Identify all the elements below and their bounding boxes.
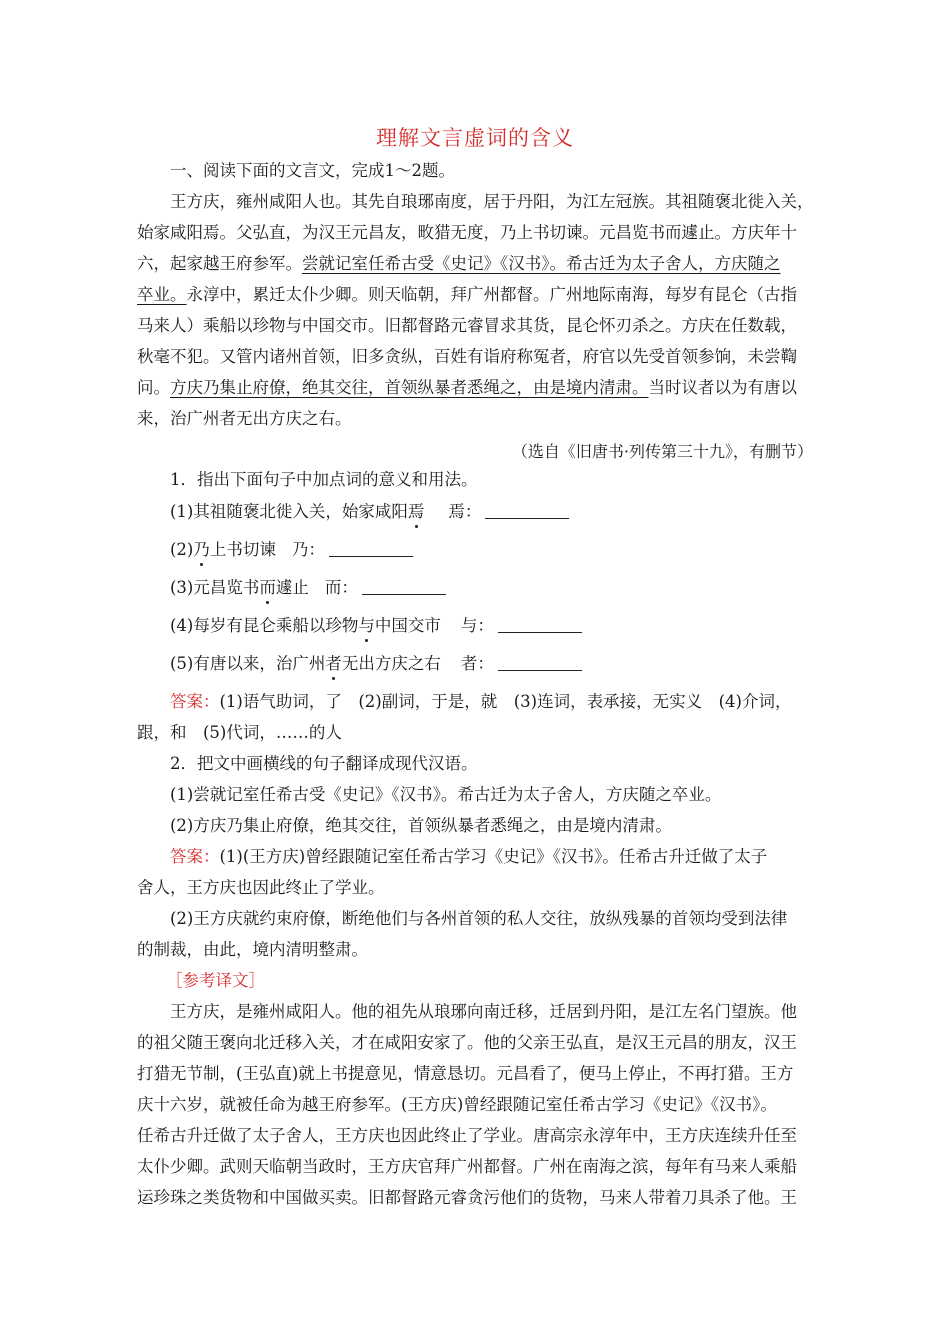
passage-text: 六，起家越王府参军。 xyxy=(137,254,302,273)
question-1-answer: 答案：(1)语气助词，了 (2)副词，于是，就 (3)连词，表承接，无实义 (4)介词， xyxy=(170,692,792,711)
translation-line: 运珍珠之类货物和中国做买卖。旧都督路元睿贪污他们的货物，马来人带着刀具杀了他。王 xyxy=(137,1188,797,1207)
question-2-answer-cont: 的制裁，由此，境内清明整肃。 xyxy=(137,940,368,959)
translation-line: 打猎无节制，(王弘直)就上书提意见，情意恳切。元昌看了，便马上停止，不再打猎。王方 xyxy=(137,1064,794,1083)
question-2-prompt: 2．把文中画横线的句子翻译成现代汉语。 xyxy=(170,754,478,773)
passage-line: 王方庆，雍州咸阳人也。其先自琅琊南度，居于丹阳，为江左冠族。其祖随褒北徙入关， xyxy=(170,192,814,211)
source-citation: （选自《旧唐书·列传第三十九》，有删节） xyxy=(511,442,813,461)
passage-line: 马来人）乘船以珍物与中国交市。旧都督路元睿冒求其货，昆仑怀刃杀之。方庆在任数载， xyxy=(137,316,797,335)
passage-line: 始家咸阳焉。父弘直，为汉王元昌友，畋猎无度，乃上书切谏。元昌览书而遽止。方庆年十 xyxy=(137,223,797,242)
translation-header: ［参考译文］ xyxy=(166,971,265,990)
passage-text: 问。 xyxy=(137,378,170,397)
answer-blank[interactable] xyxy=(498,654,582,671)
passage-line: 秋毫不犯。又管内诸州首领，旧多贪纵，百姓有诣府称冤者，府官以先受首领参饷，未尝鞫 xyxy=(137,347,797,366)
passage-line xyxy=(137,253,781,275)
blank-label: 乃： xyxy=(291,540,325,559)
question-1-item: (3)元昌览书而遽止 而： xyxy=(170,577,446,599)
answer-blank[interactable] xyxy=(362,578,446,595)
question-1-item: (5)有唐以来，治广州者无出方庆之右 者： xyxy=(170,653,582,675)
passage-text: 当时议者以为有唐以 xyxy=(648,378,797,397)
blank-label: 焉： xyxy=(448,502,482,521)
answer-label: 答案： xyxy=(170,692,220,711)
dotted-word: 者 xyxy=(325,654,342,673)
answer-blank[interactable] xyxy=(498,616,582,633)
section-intro: 一、阅读下面的文言文，完成1～2题。 xyxy=(170,161,455,180)
question-1-item: (2)乃上书切谏 乃： xyxy=(170,539,413,561)
question-2-sentence: (1)尝就记室任希古受《史记》《汉书》。希古迁为太子舍人，方庆随之卒业。 xyxy=(170,785,722,804)
underlined-sentence-1: 尝就记室任希古受《史记》《汉书》。希古迁为太子舍人，方庆随之 xyxy=(302,254,781,273)
answer-blank[interactable] xyxy=(329,540,413,557)
dotted-word: 而 xyxy=(259,578,276,597)
passage-text: 永淳中，累迁太仆少卿。则天临朝，拜广州都督。广州地际南海，每岁有昆仑（古指 xyxy=(186,285,797,304)
document-title: 理解文言虚词的含义 xyxy=(376,126,574,150)
question-2-answer-cont: 舍人，王方庆也因此终止了学业。 xyxy=(137,878,385,897)
translation-line: 庆十六岁，就被任命为越王府参军。(王方庆)曾经跟随记室任希古学习《史记》《汉书》。 xyxy=(137,1095,777,1114)
dotted-word: 与 xyxy=(358,616,375,635)
question-1-item: (4)每岁有昆仑乘船以珍物与中国交市 与： xyxy=(170,615,582,637)
translation-line: 太仆少卿。武则天临朝当政时，王方庆官拜广州都督。广州在南海之滨，每年有马来人乘船 xyxy=(137,1157,797,1176)
passage-line xyxy=(137,284,797,306)
blank-label: 与： xyxy=(460,616,494,635)
translation-line: 的祖父随王褒向北迁移入关，才在咸阳安家了。他的父亲王弘直，是汉王元昌的朋友，汉王 xyxy=(137,1033,797,1052)
question-1-answer-cont: 跟，和 (5)代词，……的人 xyxy=(137,723,342,742)
translation-line: 王方庆，是雍州咸阳人。他的祖先从琅琊向南迁移，迁居到丹阳，是江左名门望族。他 xyxy=(170,1002,797,1021)
answer-blank[interactable] xyxy=(485,502,569,519)
dotted-word: 焉 xyxy=(407,502,425,521)
question-2-sentence: (2)方庆乃集止府僚，绝其交往，首领纵暴者悉绳之，由是境内清肃。 xyxy=(170,816,672,835)
dotted-word: 乃 xyxy=(193,540,210,559)
translation-line: 任希古升迁做了太子舍人，王方庆也因此终止了学业。唐高宗永淳年中，王方庆连续升任至 xyxy=(137,1126,797,1145)
question-2-answer: 答案：(1)(王方庆)曾经跟随记室任希古学习《史记》《汉书》。任希古升迁做了太子 xyxy=(170,847,768,866)
blank-label: 而： xyxy=(324,578,358,597)
underlined-sentence-2: 方庆乃集止府僚，绝其交往，首领纵暴者悉绳之，由是境内清肃。 xyxy=(170,378,649,397)
underlined-sentence-1-end: 卒业。 xyxy=(137,285,187,304)
answer-label: 答案： xyxy=(170,847,220,866)
blank-label: 者： xyxy=(460,654,494,673)
passage-line: 来，治广州者无出方庆之右。 xyxy=(137,409,352,428)
question-2-answer: (2)王方庆就约束府僚，断绝他们与各州首领的私人交往，放纵残暴的首领均受到法律 xyxy=(170,909,788,928)
passage-line xyxy=(137,377,797,399)
question-1-item: (1)其祖随褒北徙入关，始家咸阳焉 焉： xyxy=(170,501,569,523)
question-1-prompt: 1．指出下面句子中加点词的意义和用法。 xyxy=(170,470,478,489)
